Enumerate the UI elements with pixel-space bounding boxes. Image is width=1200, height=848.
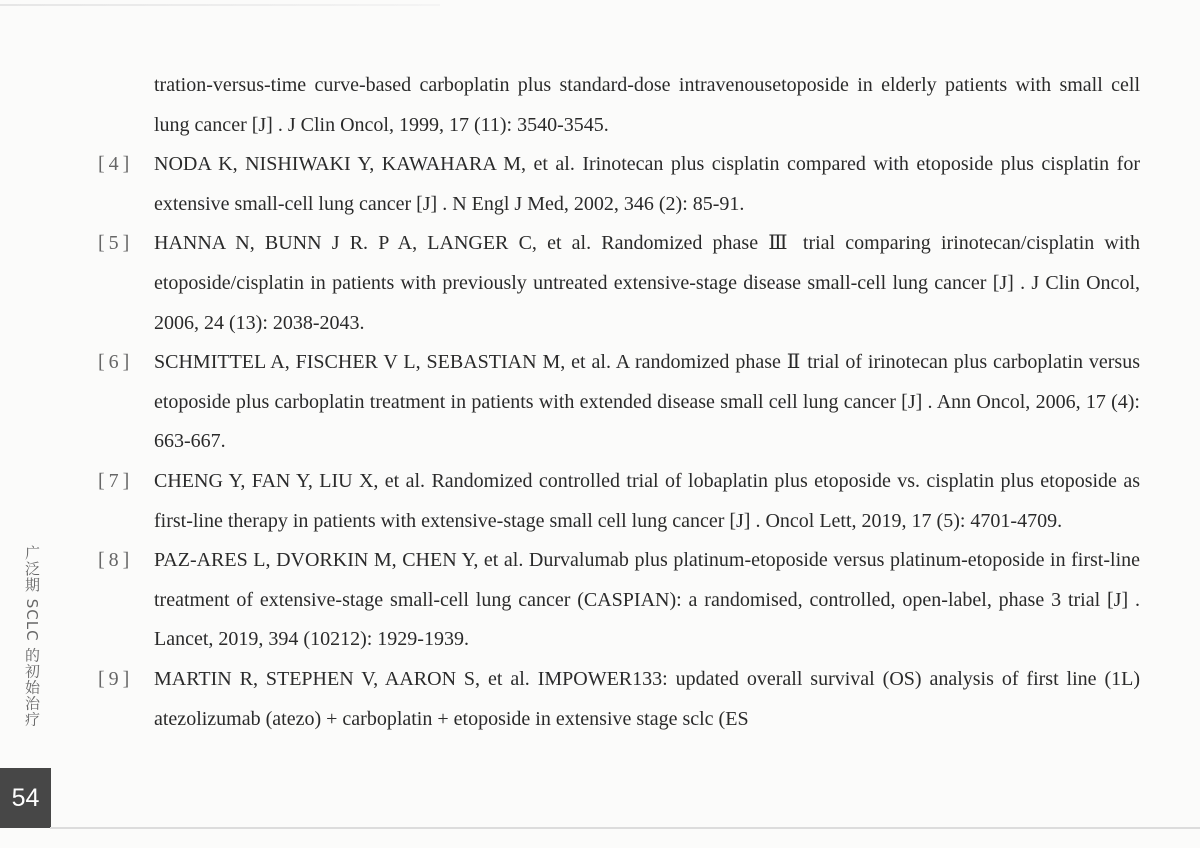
reference-number: [8] — [98, 549, 134, 572]
reference-text: MARTIN R, STEPHEN V, AARON S, et al. IMPOWER133: updated overall survival (OS) analysis of first line (1L) atezolizumab (atezo) + carboplatin + etoposide in extensive stage sclc (ES — [154, 667, 1140, 730]
side-chapter-title: 广泛期 SCLC 的初始治疗 — [23, 545, 41, 728]
reference-entry — [98, 145, 1140, 224]
reference-entry — [98, 66, 1140, 145]
reference-number: [4] — [98, 153, 134, 176]
reference-text: HANNA N, BUNN J R. P A, LANGER C, et al. Randomized phase Ⅲ trial comparing irinotecan/cisplatin with etoposide/cisplatin in patients with previously untreated extensive-stage disease small-cell lung cancer [J] . J Clin Oncol, 2006, 24 (13): 2038-2043. — [154, 232, 1140, 334]
reference-list — [98, 66, 1140, 739]
reference-text: PAZ-ARES L, DVORKIN M, CHEN Y, et al. Durvalumab plus platinum-etoposide versus platinum-etoposide in first-line treatment of extensive-stage small-cell lung cancer (CASPIAN): a randomised, controlled, open-label, phase 3 trial [J] . Lancet, 2019, 394 (10212): 1929-1939. — [154, 549, 1140, 651]
reference-entry — [98, 343, 1140, 462]
reference-text: NODA K, NISHIWAKI Y, KAWAHARA M, et al. Irinotecan plus cisplatin compared with etoposide plus cisplatin for extensive small-cell lung cancer [J] . N Engl J Med, 2002, 346 (2): 85-91. — [154, 153, 1140, 215]
reference-entry — [98, 660, 1140, 739]
reference-entry — [98, 224, 1140, 343]
reference-number: [7] — [98, 469, 134, 492]
page-number: 54 — [11, 783, 40, 812]
bottom-rule — [50, 827, 1200, 829]
reference-number: [5] — [98, 232, 134, 255]
reference-number: [9] — [98, 667, 134, 690]
reference-text: CHENG Y, FAN Y, LIU X, et al. Randomized controlled trial of lobaplatin plus etoposide vs. cisplatin plus etoposide as first-line therapy in patients with extensive-stage small cell lung cancer [J] . Oncol Lett, 2019, 17 (5): 4701-4709. — [154, 469, 1140, 532]
reference-number: [6] — [98, 351, 134, 374]
reference-text: SCHMITTEL A, FISCHER V L, SEBASTIAN M, et al. A randomized phase Ⅱ trial of irinotecan plus carboplatin versus etoposide plus carboplatin treatment in patients with extended disease small cell lung cancer [J] . Ann Oncol, 2006, 17 (4): 663-667. — [154, 351, 1140, 453]
top-rule — [0, 4, 440, 6]
reference-entry — [98, 462, 1140, 541]
reference-text: tration-versus-time curve-based carboplatin plus standard-dose intravenousetoposide in elderly patients with small cell lung cancer [J] . J Clin Oncol, 1999, 17 (11): 3540-3545. — [154, 74, 1140, 136]
page-number-tab — [0, 768, 51, 828]
reference-entry — [98, 541, 1140, 660]
